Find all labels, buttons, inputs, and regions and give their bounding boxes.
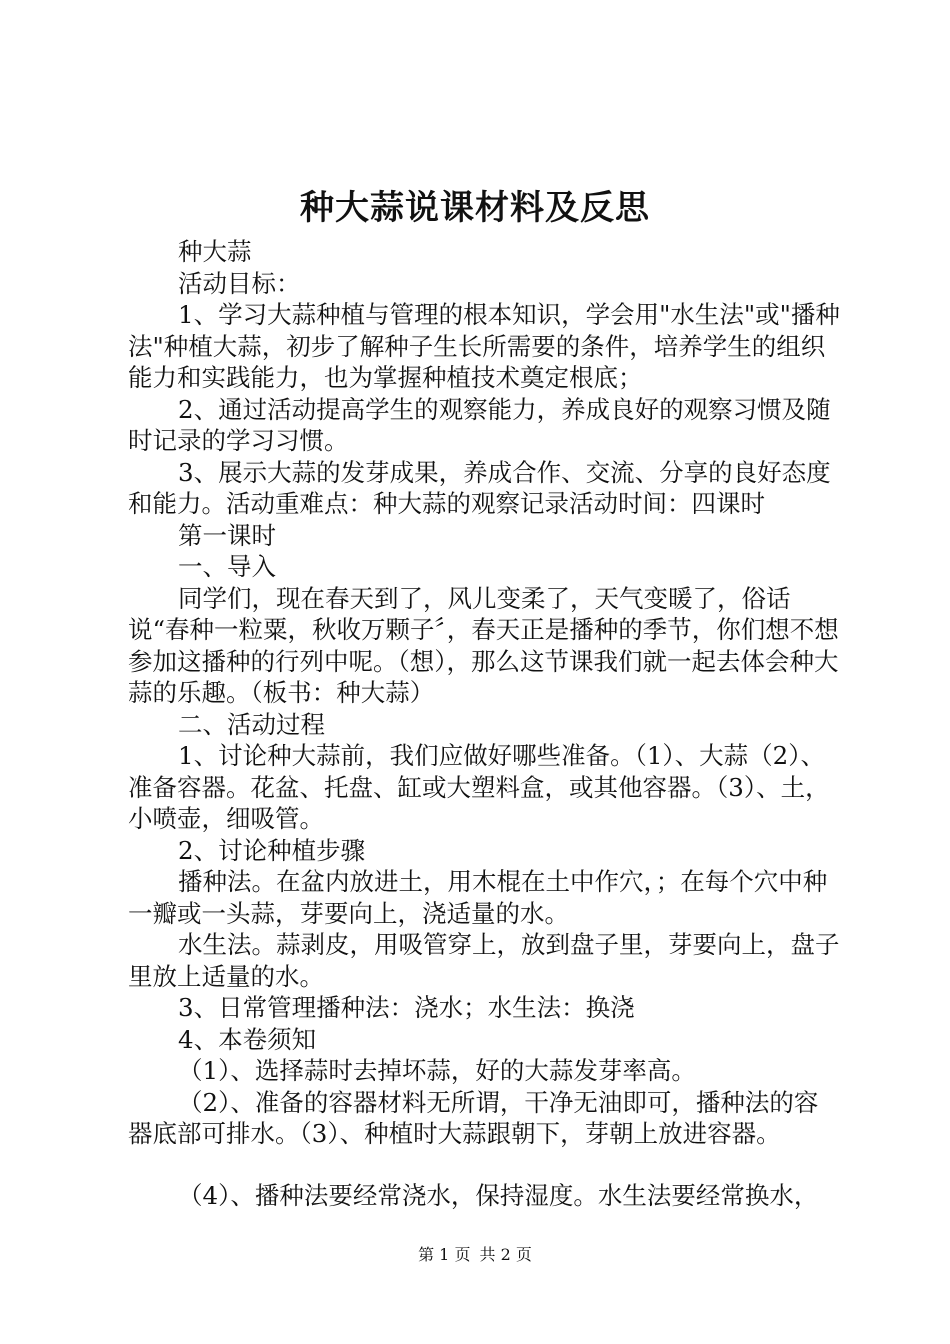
paragraph: 2、讨论种植步骤	[178, 835, 366, 865]
document-title: 种大蒜说课材料及反思	[300, 188, 650, 228]
paragraph: 一、导入	[178, 552, 276, 581]
paragraph-spacer	[128, 1150, 840, 1180]
paragraph: （1）、选择蒜时去掉坏蒜，好的大蒜发芽率高。	[178, 1056, 696, 1085]
page-number: 第 1 页	[418, 1245, 471, 1264]
paragraph: 第一课时	[178, 520, 276, 550]
paragraph: 1、学习大蒜种植与管理的根本知识，学会用"水生法"或"播种法"种植大蒜，初步了解种子生长所需要的条件，培养学生的组织能力和实践能力，也为掌握种植技术奠定根底；	[128, 300, 840, 392]
paragraph: 同学们，现在春天到了，风儿变柔了，天气变暖了，俗话说“春种一粒粟，秋收万颗子〞，春天正是播种的季节，你们想不想参加这播种的行列中呢。（想），那么这节课我们就一起去体会种大蒜的乐趣。（板书：种大蒜）	[128, 583, 839, 707]
paragraph: 4、本卷须知	[178, 1024, 317, 1054]
paragraph: 水生法。蒜剥皮，用吸管穿上，放到盘子里，芽要向上，盘子里放上适量的水。	[128, 930, 840, 991]
page-footer	[0, 1244, 950, 1266]
paragraph: 二、活动过程	[178, 709, 325, 739]
document-body	[128, 236, 840, 1211]
paragraph: 活动目标：	[178, 268, 301, 298]
paragraph: 播种法。在盆内放进土，用木棍在土中作穴，；在每个穴中种一瓣或一头蒜，芽要向上，浇适量的水。	[128, 867, 828, 928]
paragraph: （4）、播种法要经常浇水，保持湿度。水生法要经常换水，	[178, 1180, 819, 1210]
paragraph: 3、日常管理播种法：浇水；水生法：换浇	[178, 993, 635, 1022]
page-total: 共 2 页	[479, 1245, 532, 1264]
paragraph: 2、通过活动提高学生的观察能力，养成良好的观察习惯及随时记录的学习习惯。	[128, 394, 831, 455]
paragraph: （2）、准备的容器材料无所谓，干净无油即可，播种法的容器底部可排水。（3）、种植时大蒜跟朝下，芽朝上放进容器。	[128, 1087, 819, 1148]
paragraph: 3、展示大蒜的发芽成果，养成合作、交流、分享的良好态度和能力。活动重难点：种大蒜的观察记录活动时间：四课时	[128, 457, 831, 518]
paragraph: 种大蒜	[178, 237, 252, 266]
paragraph: 1、讨论种大蒜前，我们应做好哪些准备。（1）、大蒜（2）、准备容器。花盆、托盘、缸或大塑料盒，或其他容器。（3）、土，小喷壶，细吸管。	[128, 741, 830, 833]
